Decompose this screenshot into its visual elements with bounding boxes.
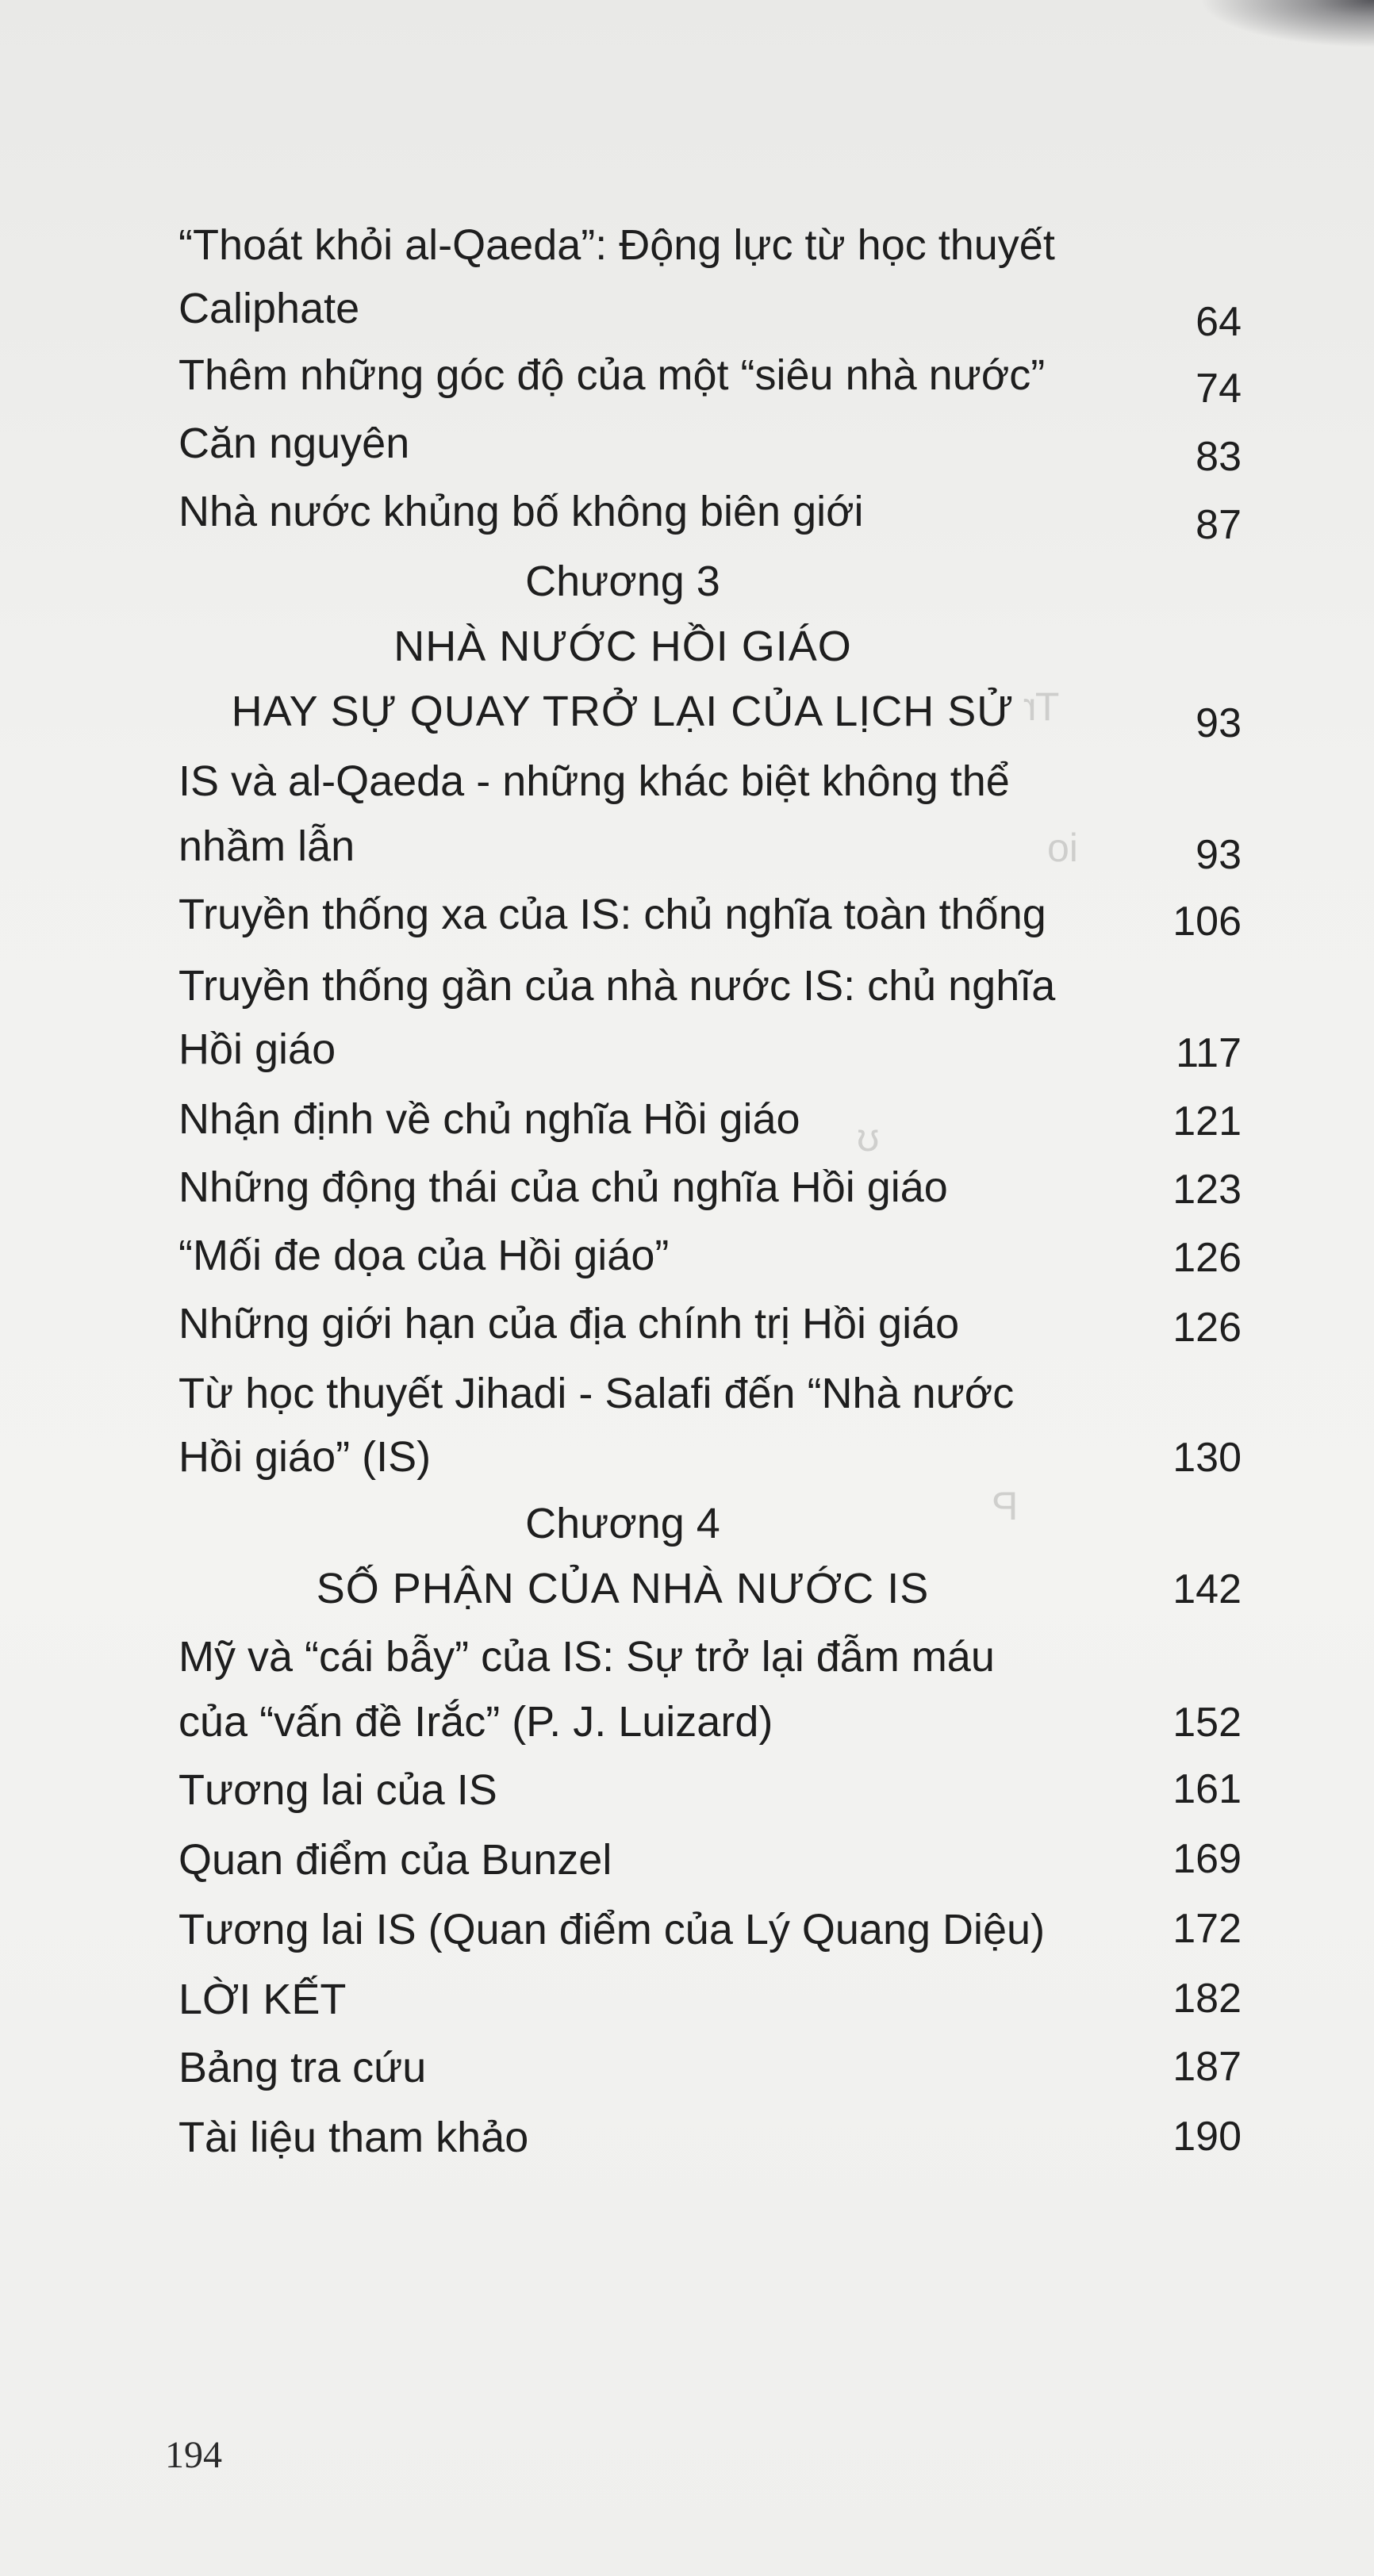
toc-entry-title: của “vấn đề Irắc” (P. J. Luizard) (178, 1698, 773, 1746)
toc-page-number: 93 (1196, 832, 1242, 878)
toc-page-number: 187 (1173, 2044, 1242, 2090)
toc-page-number: 121 (1173, 1098, 1242, 1144)
toc-page-number: 64 (1196, 299, 1242, 345)
show-through-text: P (992, 1484, 1019, 1528)
toc-entry-title: “Thoát khỏi al-Qaeda”: Động lực từ học thuyết (178, 221, 1055, 269)
toc-entry-title: Những giới hạn của địa chính trị Hồi giáo (178, 1300, 960, 1347)
toc-page-number: 126 (1173, 1235, 1242, 1281)
show-through-text: Tr (1023, 684, 1060, 729)
toc-entry-title: Hồi giáo (178, 1025, 336, 1073)
toc-entry-title: Caliphate (178, 285, 360, 332)
toc-page-number: 126 (1173, 1305, 1242, 1351)
chapter-label: Chương 4 (525, 1500, 720, 1547)
toc-entry-title: Mỹ và “cái bẫy” của IS: Sự trở lại đẫm máu (178, 1633, 995, 1681)
chapter-label: Chương 3 (525, 558, 720, 605)
toc-page-number: 152 (1173, 1700, 1242, 1746)
toc-entry-title: nhầm lẫn (178, 822, 355, 870)
toc-page-number: 182 (1173, 1976, 1242, 2022)
show-through-text: io (1047, 826, 1078, 870)
toc-entry-title: IS và al-Qaeda - những khác biệt không thể (178, 757, 1010, 805)
toc-entry-title: Tương lai IS (Quan điểm của Lý Quang Diệu) (178, 1906, 1046, 1953)
toc-entry-title: Nhận định về chủ nghĩa Hồi giáo (178, 1095, 800, 1143)
toc-entry-title: LỜI KẾT (178, 1976, 347, 2023)
toc-entry-title: Quan điểm của Bunzel (178, 1836, 612, 1884)
chapter-title: NHÀ NƯỚC HỒI GIÁO (393, 623, 852, 670)
toc-page-number: 87 (1196, 502, 1242, 548)
toc-entry-title: Truyền thống gần của nhà nước IS: chủ nghĩa (178, 962, 1056, 1010)
toc-entry-title: Căn nguyên (178, 420, 410, 467)
toc-entry-title: Nhà nước khủng bố không biên giới (178, 488, 864, 535)
toc-page-number: 172 (1173, 1906, 1242, 1952)
toc-page-number: 142 (1173, 1566, 1242, 1612)
toc-entry-title: Tài liệu tham khảo (178, 2114, 529, 2161)
toc-entry-title: Tương lai của IS (178, 1766, 497, 1814)
toc-entry-title: Hồi giáo” (IS) (178, 1433, 432, 1481)
toc-entry-title: “Mối đe dọa của Hồi giáo” (178, 1232, 670, 1279)
toc-entry-title: Thêm những góc độ của một “siêu nhà nước” (178, 351, 1046, 399)
toc-page-number: 83 (1196, 434, 1242, 480)
toc-page-number: 74 (1196, 366, 1242, 412)
toc-entry-title: Từ học thuyết Jihadi - Salafi đến “Nhà nước (178, 1370, 1015, 1417)
toc-page-number: 130 (1173, 1435, 1242, 1481)
toc-entry-title: Truyền thống xa của IS: chủ nghĩa toàn thống (178, 891, 1046, 938)
folio-page-number: 194 (165, 2434, 222, 2476)
toc-entry-title: Những động thái của chủ nghĩa Hồi giáo (178, 1163, 948, 1211)
toc-page-number: 169 (1173, 1836, 1242, 1882)
toc-page-number: 93 (1196, 700, 1242, 746)
toc-page-number: 106 (1173, 899, 1242, 945)
toc-entry-title: Bảng tra cứu (178, 2044, 427, 2091)
chapter-title: SỐ PHẬN CỦA NHÀ NƯỚC IS (316, 1565, 930, 1612)
toc-page-number: 190 (1173, 2114, 1242, 2160)
chapter-title: HAY SỰ QUAY TRỞ LẠI CỦA LỊCH SỬ (231, 688, 1015, 735)
toc-page-number: 161 (1173, 1766, 1242, 1812)
toc-page-number: 123 (1173, 1167, 1242, 1213)
show-through-text: ʊ (857, 1115, 880, 1160)
toc-page-number: 117 (1176, 1030, 1242, 1076)
